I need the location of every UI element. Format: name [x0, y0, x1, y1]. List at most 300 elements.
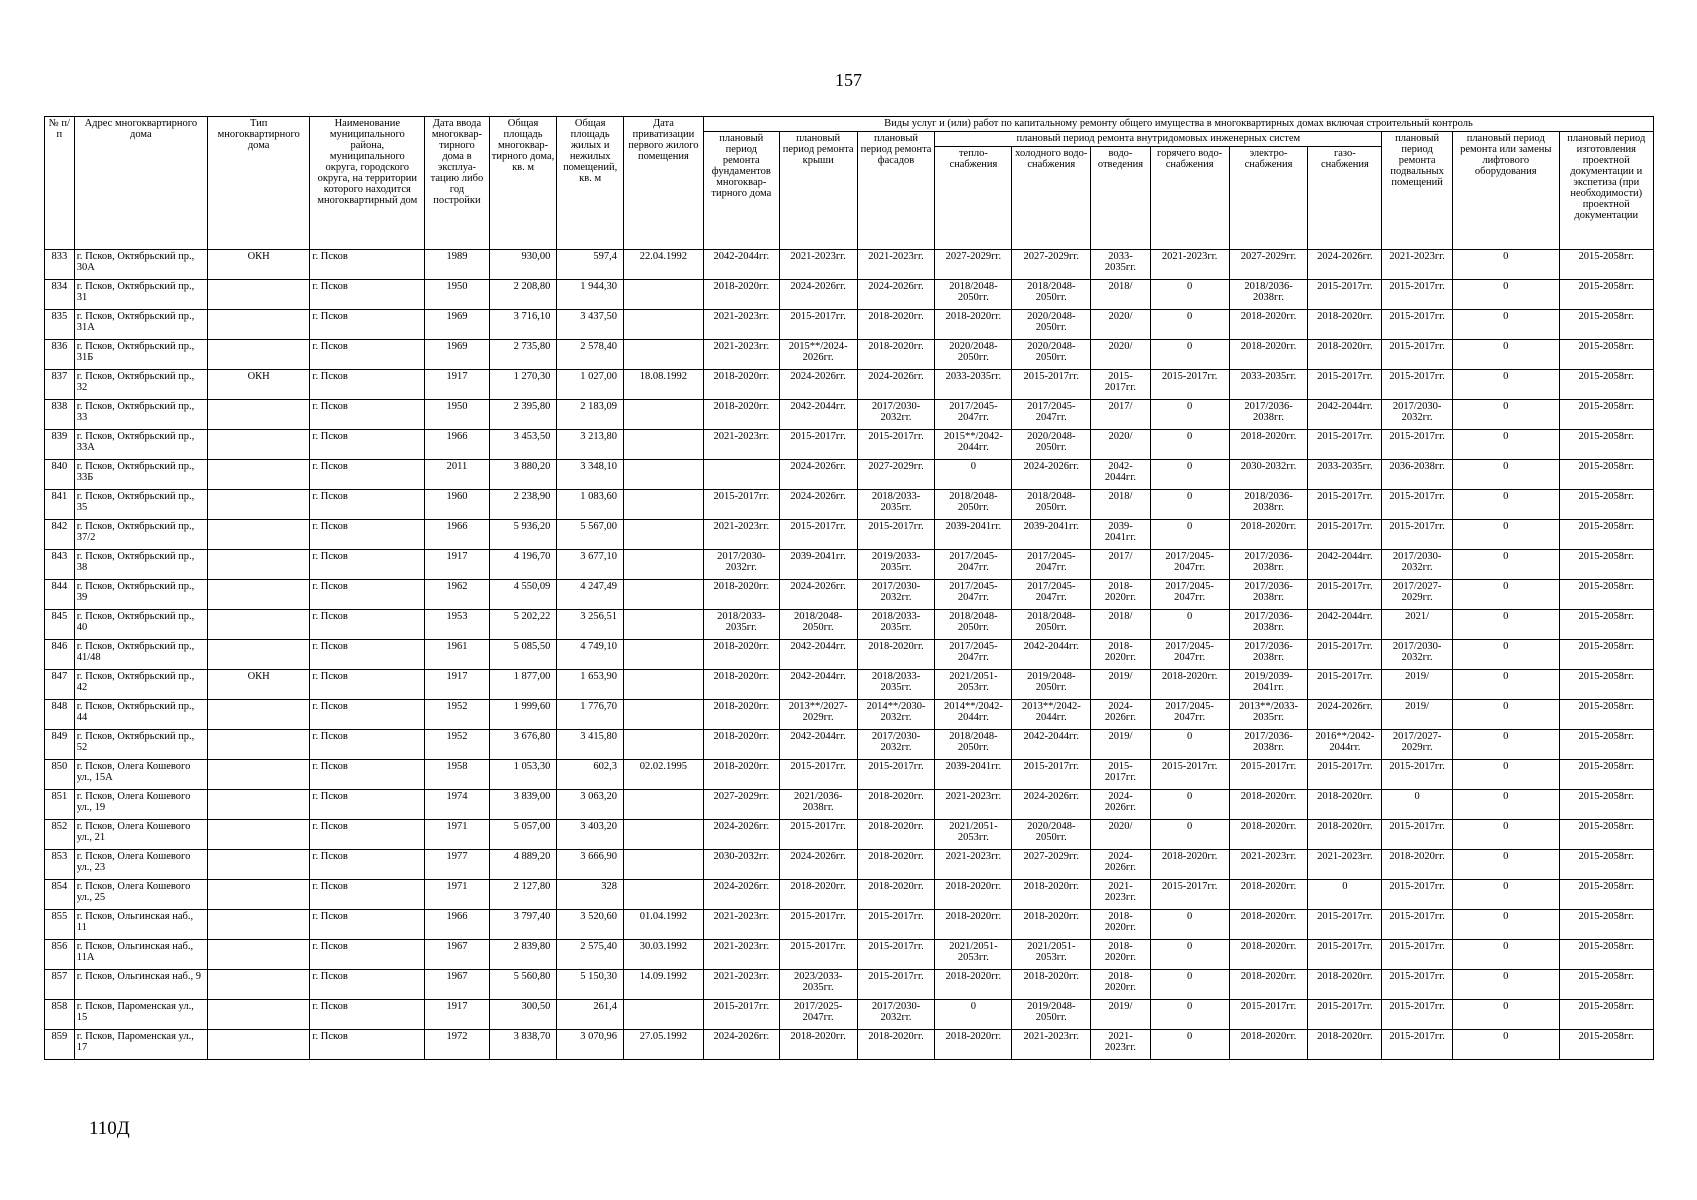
cell-total-area: 1 999,60 — [489, 700, 557, 730]
cell-living-area: 1 653,90 — [557, 670, 624, 700]
cell-basement: 2018-2020гг. — [1382, 850, 1453, 880]
cell-municipality: г. Псков — [310, 730, 425, 760]
table-body — [45, 250, 1654, 1060]
cell-cold-water: 2024-2026гг. — [1012, 460, 1091, 490]
cell-design-docs: 2015-2058гг. — [1559, 550, 1653, 580]
cell-privatization-date — [623, 520, 703, 550]
cell-basement: 2021/ — [1382, 610, 1453, 640]
table-row — [45, 940, 1654, 970]
cell-sewer: 2015-2017гг. — [1091, 370, 1150, 400]
cell-municipality: г. Псков — [310, 640, 425, 670]
cell-gas: 2018-2020гг. — [1308, 1030, 1382, 1060]
cell-municipality: г. Псков — [310, 340, 425, 370]
cell-facade: 2017/2030-2032гг. — [857, 400, 935, 430]
header-elevator: плановый период ремонта или замены лифтового оборудования — [1452, 132, 1559, 250]
cell-basement: 2015-2017гг. — [1382, 820, 1453, 850]
cell-foundation — [703, 460, 779, 490]
header-basement: плановый период ремонта подвальных помещений — [1382, 132, 1453, 250]
cell-elevator: 0 — [1452, 550, 1559, 580]
cell-heat: 2018/2048-2050гг. — [935, 280, 1012, 310]
cell-electric: 2018-2020гг. — [1229, 910, 1308, 940]
cell-facade: 2018-2020гг. — [857, 640, 935, 670]
cell-elevator: 0 — [1452, 820, 1559, 850]
cell-roof: 2021/2036-2038гг. — [779, 790, 857, 820]
cell-electric: 2017/2036-2038гг. — [1229, 400, 1308, 430]
cell-elevator: 0 — [1452, 460, 1559, 490]
cell-heat: 2015**/2042-2044гг. — [935, 430, 1012, 460]
cell-basement: 2015-2017гг. — [1382, 760, 1453, 790]
cell-facade: 2015-2017гг. — [857, 940, 935, 970]
cell-electric: 2018-2020гг. — [1229, 310, 1308, 340]
cell-living-area: 3 520,60 — [557, 910, 624, 940]
cell-design-docs: 2015-2058гг. — [1559, 280, 1653, 310]
header-engineering-group: плановый период ремонта внутридомовых инженерных систем — [935, 132, 1382, 147]
table-row — [45, 370, 1654, 400]
cell-living-area: 2 183,09 — [557, 400, 624, 430]
cell-address: г. Псков, Октябрьский пр., 52 — [74, 730, 207, 760]
header-works-group: Виды услуг и (или) работ по капитальному ремонту общего имущества в многоквартирных домах включая строительный контроль — [703, 117, 1653, 132]
cell-foundation: 2018-2020гг. — [703, 280, 779, 310]
cell-living-area: 3 677,10 — [557, 550, 624, 580]
cell-design-docs: 2015-2058гг. — [1559, 370, 1653, 400]
cell-num: 850 — [45, 760, 75, 790]
cell-hot-water: 2017/2045-2047гг. — [1150, 580, 1229, 610]
cell-foundation: 2021-2023гг. — [703, 970, 779, 1000]
cell-elevator: 0 — [1452, 730, 1559, 760]
header-municipality: Наименование муниципального района, муниципального округа, городского округа, на территории которого находится многоквартирный дом — [310, 117, 425, 250]
cell-design-docs: 2015-2058гг. — [1559, 520, 1653, 550]
cell-sewer: 2021-2023гг. — [1091, 880, 1150, 910]
cell-foundation: 2015-2017гг. — [703, 490, 779, 520]
cell-design-docs: 2015-2058гг. — [1559, 1000, 1653, 1030]
cell-foundation: 2018-2020гг. — [703, 760, 779, 790]
cell-basement: 2015-2017гг. — [1382, 880, 1453, 910]
cell-num: 858 — [45, 1000, 75, 1030]
cell-commission-date: 2011 — [425, 460, 490, 490]
cell-privatization-date — [623, 640, 703, 670]
cell-facade: 2017/2030-2032гг. — [857, 1000, 935, 1030]
cell-design-docs: 2015-2058гг. — [1559, 670, 1653, 700]
cell-total-area: 3 880,20 — [489, 460, 557, 490]
cell-sewer: 2018-2020гг. — [1091, 910, 1150, 940]
cell-heat: 2021-2023гг. — [935, 790, 1012, 820]
cell-basement: 2017/2030-2032гг. — [1382, 550, 1453, 580]
cell-num: 834 — [45, 280, 75, 310]
cell-total-area: 3 839,00 — [489, 790, 557, 820]
cell-heat: 2017/2045-2047гг. — [935, 550, 1012, 580]
cell-foundation: 2018-2020гг. — [703, 670, 779, 700]
cell-foundation: 2018-2020гг. — [703, 370, 779, 400]
cell-total-area: 3 716,10 — [489, 310, 557, 340]
cell-privatization-date — [623, 820, 703, 850]
cell-foundation: 2027-2029гг. — [703, 790, 779, 820]
cell-electric: 2015-2017гг. — [1229, 1000, 1308, 1030]
cell-heat: 2021/2051-2053гг. — [935, 670, 1012, 700]
cell-sewer: 2019/ — [1091, 670, 1150, 700]
cell-address: г. Псков, Октябрьский пр., 33А — [74, 430, 207, 460]
cell-total-area: 4 889,20 — [489, 850, 557, 880]
cell-cold-water: 2020/2048-2050гг. — [1012, 340, 1091, 370]
cell-commission-date: 1966 — [425, 910, 490, 940]
cell-address: г. Псков, Олега Кошевого ул., 19 — [74, 790, 207, 820]
cell-basement: 2036-2038гг. — [1382, 460, 1453, 490]
cell-num: 840 — [45, 460, 75, 490]
cell-type — [207, 340, 309, 370]
cell-privatization-date — [623, 280, 703, 310]
cell-num: 838 — [45, 400, 75, 430]
cell-basement: 2017/2030-2032гг. — [1382, 640, 1453, 670]
cell-living-area: 3 070,96 — [557, 1030, 624, 1060]
cell-address: г. Псков, Ольгинская наб., 11 — [74, 910, 207, 940]
cell-gas: 2015-2017гг. — [1308, 760, 1382, 790]
cell-heat: 2018-2020гг. — [935, 910, 1012, 940]
cell-address: г. Псков, Октябрьский пр., 39 — [74, 580, 207, 610]
cell-elevator: 0 — [1452, 1000, 1559, 1030]
cell-num: 833 — [45, 250, 75, 280]
header-cold-water: холодного водо-снабжения — [1012, 147, 1091, 250]
cell-elevator: 0 — [1452, 790, 1559, 820]
cell-living-area: 602,3 — [557, 760, 624, 790]
cell-municipality: г. Псков — [310, 940, 425, 970]
cell-roof: 2017/2025-2047гг. — [779, 1000, 857, 1030]
cell-total-area: 3 797,40 — [489, 910, 557, 940]
cell-living-area: 3 403,20 — [557, 820, 624, 850]
cell-hot-water: 2018-2020гг. — [1150, 670, 1229, 700]
cell-type: ОКН — [207, 670, 309, 700]
cell-address: г. Псков, Олега Кошевого ул., 25 — [74, 880, 207, 910]
cell-gas: 2042-2044гг. — [1308, 400, 1382, 430]
cell-sewer: 2015-2017гг. — [1091, 760, 1150, 790]
cell-design-docs: 2015-2058гг. — [1559, 910, 1653, 940]
cell-commission-date: 1966 — [425, 430, 490, 460]
cell-roof: 2024-2026гг. — [779, 280, 857, 310]
cell-elevator: 0 — [1452, 280, 1559, 310]
table-row — [45, 850, 1654, 880]
cell-commission-date: 1960 — [425, 490, 490, 520]
header-commission-date: Дата ввода многоквар-тирного дома в эксплуа-тацию либо год постройки — [425, 117, 490, 250]
cell-roof: 2013**/2027-2029гг. — [779, 700, 857, 730]
cell-total-area: 1 270,30 — [489, 370, 557, 400]
table-row — [45, 400, 1654, 430]
cell-sewer: 2018/ — [1091, 280, 1150, 310]
cell-design-docs: 2015-2058гг. — [1559, 820, 1653, 850]
cell-num: 854 — [45, 880, 75, 910]
cell-elevator: 0 — [1452, 400, 1559, 430]
cell-num: 851 — [45, 790, 75, 820]
cell-total-area: 2 127,80 — [489, 880, 557, 910]
cell-cold-water: 2017/2045-2047гг. — [1012, 550, 1091, 580]
cell-facade: 2018/2033-2035гг. — [857, 670, 935, 700]
cell-elevator: 0 — [1452, 640, 1559, 670]
cell-privatization-date — [623, 670, 703, 700]
header-total-area: Общая площадь многоквар-тирного дома, кв. м — [489, 117, 557, 250]
cell-total-area: 2 735,80 — [489, 340, 557, 370]
cell-num: 841 — [45, 490, 75, 520]
table-row — [45, 880, 1654, 910]
cell-living-area: 3 063,20 — [557, 790, 624, 820]
cell-num: 856 — [45, 940, 75, 970]
cell-gas: 2042-2044гг. — [1308, 610, 1382, 640]
table-row — [45, 430, 1654, 460]
cell-electric: 2019/2039-2041гг. — [1229, 670, 1308, 700]
cell-gas: 2016**/2042-2044гг. — [1308, 730, 1382, 760]
cell-municipality: г. Псков — [310, 580, 425, 610]
cell-living-area: 261,4 — [557, 1000, 624, 1030]
cell-total-area: 300,50 — [489, 1000, 557, 1030]
cell-design-docs: 2015-2058гг. — [1559, 970, 1653, 1000]
cell-basement: 2017/2027-2029гг. — [1382, 580, 1453, 610]
cell-num: 853 — [45, 850, 75, 880]
cell-living-area: 3 348,10 — [557, 460, 624, 490]
cell-type — [207, 520, 309, 550]
header-privatization-date: Дата приватизации первого жилого помещения — [623, 117, 703, 250]
cell-sewer: 2017/ — [1091, 400, 1150, 430]
cell-facade: 2017/2030-2032гг. — [857, 580, 935, 610]
cell-elevator: 0 — [1452, 760, 1559, 790]
cell-elevator: 0 — [1452, 370, 1559, 400]
cell-gas: 2015-2017гг. — [1308, 670, 1382, 700]
table-row — [45, 580, 1654, 610]
cell-privatization-date: 18.08.1992 — [623, 370, 703, 400]
cell-privatization-date: 01.04.1992 — [623, 910, 703, 940]
cell-heat: 2018/2048-2050гг. — [935, 730, 1012, 760]
cell-type — [207, 640, 309, 670]
cell-heat: 2018-2020гг. — [935, 1030, 1012, 1060]
cell-commission-date: 1953 — [425, 610, 490, 640]
cell-electric: 2013**/2033-2035гг. — [1229, 700, 1308, 730]
cell-roof: 2015-2017гг. — [779, 820, 857, 850]
cell-design-docs: 2015-2058гг. — [1559, 850, 1653, 880]
cell-commission-date: 1967 — [425, 940, 490, 970]
cell-commission-date: 1971 — [425, 880, 490, 910]
cell-commission-date: 1977 — [425, 850, 490, 880]
cell-sewer: 2019/ — [1091, 1000, 1150, 1030]
cell-address: г. Псков, Октябрьский пр., 33 — [74, 400, 207, 430]
cell-electric: 2018-2020гг. — [1229, 820, 1308, 850]
cell-type — [207, 430, 309, 460]
cell-roof: 2024-2026гг. — [779, 580, 857, 610]
cell-roof: 2015-2017гг. — [779, 310, 857, 340]
cell-municipality: г. Псков — [310, 760, 425, 790]
cell-design-docs: 2015-2058гг. — [1559, 490, 1653, 520]
cell-heat: 2021-2023гг. — [935, 850, 1012, 880]
cell-roof: 2018/2048-2050гг. — [779, 610, 857, 640]
cell-roof: 2039-2041гг. — [779, 550, 857, 580]
cell-basement: 2015-2017гг. — [1382, 910, 1453, 940]
cell-sewer: 2024-2026гг. — [1091, 790, 1150, 820]
cell-electric: 2018-2020гг. — [1229, 790, 1308, 820]
cell-roof: 2024-2026гг. — [779, 370, 857, 400]
table-row — [45, 670, 1654, 700]
cell-municipality: г. Псков — [310, 280, 425, 310]
cell-living-area: 4 749,10 — [557, 640, 624, 670]
cell-facade: 2018-2020гг. — [857, 310, 935, 340]
cell-address: г. Псков, Октябрьский пр., 44 — [74, 700, 207, 730]
cell-foundation: 2024-2026гг. — [703, 880, 779, 910]
cell-address: г. Псков, Октябрьский пр., 41/48 — [74, 640, 207, 670]
cell-privatization-date — [623, 850, 703, 880]
cell-heat: 2014**/2042-2044гг. — [935, 700, 1012, 730]
cell-hot-water: 0 — [1150, 490, 1229, 520]
cell-commission-date: 1952 — [425, 700, 490, 730]
cell-cold-water: 2018-2020гг. — [1012, 910, 1091, 940]
cell-cold-water: 2021/2051-2053гг. — [1012, 940, 1091, 970]
cell-elevator: 0 — [1452, 700, 1559, 730]
cell-address: г. Псков, Октябрьский пр., 32 — [74, 370, 207, 400]
cell-elevator: 0 — [1452, 850, 1559, 880]
cell-foundation: 2018/2033-2035гг. — [703, 610, 779, 640]
cell-design-docs: 2015-2058гг. — [1559, 700, 1653, 730]
cell-facade: 2015-2017гг. — [857, 520, 935, 550]
cell-living-area: 597,4 — [557, 250, 624, 280]
cell-facade: 2019/2033-2035гг. — [857, 550, 935, 580]
cell-commission-date: 1966 — [425, 520, 490, 550]
cell-elevator: 0 — [1452, 340, 1559, 370]
cell-type — [207, 820, 309, 850]
cell-gas: 2021-2023гг. — [1308, 850, 1382, 880]
header-heat: тепло-снабжения — [935, 147, 1012, 250]
cell-cold-water: 2019/2048-2050гг. — [1012, 670, 1091, 700]
cell-num: 852 — [45, 820, 75, 850]
cell-foundation: 2024-2026гг. — [703, 820, 779, 850]
cell-heat: 2039-2041гг. — [935, 520, 1012, 550]
cell-gas: 2015-2017гг. — [1308, 580, 1382, 610]
cell-cold-water: 2039-2041гг. — [1012, 520, 1091, 550]
cell-commission-date: 1950 — [425, 400, 490, 430]
cell-electric: 2017/2036-2038гг. — [1229, 580, 1308, 610]
cell-sewer: 2033-2035гг. — [1091, 250, 1150, 280]
header-facade: плановый период ремонта фасадов — [857, 132, 935, 250]
cell-hot-water: 0 — [1150, 310, 1229, 340]
cell-privatization-date: 22.04.1992 — [623, 250, 703, 280]
cell-municipality: г. Псков — [310, 670, 425, 700]
cell-cold-water: 2021-2023гг. — [1012, 1030, 1091, 1060]
cell-municipality: г. Псков — [310, 880, 425, 910]
cell-basement: 2015-2017гг. — [1382, 310, 1453, 340]
header-gas: газо-снабжения — [1308, 147, 1382, 250]
cell-privatization-date: 02.02.1995 — [623, 760, 703, 790]
cell-municipality: г. Псков — [310, 310, 425, 340]
table-row — [45, 250, 1654, 280]
cell-type — [207, 970, 309, 1000]
cell-commission-date: 1989 — [425, 250, 490, 280]
cell-elevator: 0 — [1452, 880, 1559, 910]
cell-elevator: 0 — [1452, 250, 1559, 280]
cell-hot-water: 0 — [1150, 910, 1229, 940]
cell-privatization-date — [623, 700, 703, 730]
cell-municipality: г. Псков — [310, 1000, 425, 1030]
cell-cold-water: 2018-2020гг. — [1012, 970, 1091, 1000]
cell-cold-water: 2018/2048-2050гг. — [1012, 280, 1091, 310]
cell-facade: 2017/2030-2032гг. — [857, 730, 935, 760]
cell-address: г. Псков, Олега Кошевого ул., 23 — [74, 850, 207, 880]
cell-total-area: 5 057,00 — [489, 820, 557, 850]
cell-elevator: 0 — [1452, 520, 1559, 550]
cell-hot-water: 0 — [1150, 520, 1229, 550]
cell-electric: 2018-2020гг. — [1229, 940, 1308, 970]
cell-design-docs: 2015-2058гг. — [1559, 250, 1653, 280]
cell-basement: 2015-2017гг. — [1382, 520, 1453, 550]
cell-address: г. Псков, Октябрьский пр., 37/2 — [74, 520, 207, 550]
cell-commission-date: 1969 — [425, 310, 490, 340]
cell-privatization-date — [623, 580, 703, 610]
cell-commission-date: 1950 — [425, 280, 490, 310]
cell-type — [207, 550, 309, 580]
table-row — [45, 760, 1654, 790]
cell-cold-water: 2042-2044гг. — [1012, 730, 1091, 760]
cell-facade: 2015-2017гг. — [857, 760, 935, 790]
cell-type: ОКН — [207, 250, 309, 280]
cell-sewer: 2018/ — [1091, 610, 1150, 640]
cell-basement: 2015-2017гг. — [1382, 940, 1453, 970]
cell-total-area: 5 202,22 — [489, 610, 557, 640]
cell-roof: 2021-2023гг. — [779, 250, 857, 280]
header-type: Тип многоквартирного дома — [207, 117, 309, 250]
cell-foundation: 2021-2023гг. — [703, 430, 779, 460]
cell-elevator: 0 — [1452, 430, 1559, 460]
cell-gas: 2018-2020гг. — [1308, 820, 1382, 850]
cell-privatization-date: 30.03.1992 — [623, 940, 703, 970]
cell-electric: 2017/2036-2038гг. — [1229, 640, 1308, 670]
cell-electric: 2018/2036-2038гг. — [1229, 490, 1308, 520]
cell-electric: 2018-2020гг. — [1229, 520, 1308, 550]
cell-municipality: г. Псков — [310, 250, 425, 280]
cell-electric: 2030-2032гг. — [1229, 460, 1308, 490]
cell-gas: 2015-2017гг. — [1308, 910, 1382, 940]
cell-heat: 2033-2035гг. — [935, 370, 1012, 400]
cell-cold-water: 2018/2048-2050гг. — [1012, 610, 1091, 640]
header-living-area: Общая площадь жилых и нежилых помещений, кв. м — [557, 117, 624, 250]
cell-living-area: 5 567,00 — [557, 520, 624, 550]
cell-sewer: 2020/ — [1091, 430, 1150, 460]
cell-total-area: 4 196,70 — [489, 550, 557, 580]
cell-heat: 0 — [935, 460, 1012, 490]
cell-elevator: 0 — [1452, 910, 1559, 940]
cell-design-docs: 2015-2058гг. — [1559, 1030, 1653, 1060]
header-roof: плановый период ремонта крыши — [779, 132, 857, 250]
cell-living-area: 1 776,70 — [557, 700, 624, 730]
cell-electric: 2027-2029гг. — [1229, 250, 1308, 280]
cell-total-area: 2 238,90 — [489, 490, 557, 520]
cell-address: г. Псков, Олега Кошевого ул., 21 — [74, 820, 207, 850]
cell-roof: 2024-2026гг. — [779, 850, 857, 880]
cell-type — [207, 790, 309, 820]
table-row — [45, 310, 1654, 340]
cell-living-area: 1 944,30 — [557, 280, 624, 310]
cell-address: г. Псков, Октябрьский пр., 31Б — [74, 340, 207, 370]
cell-facade: 2018/2033-2035гг. — [857, 610, 935, 640]
cell-living-area: 3 256,51 — [557, 610, 624, 640]
cell-gas: 2015-2017гг. — [1308, 280, 1382, 310]
cell-type — [207, 280, 309, 310]
header-num: № п/п — [45, 117, 75, 250]
cell-address: г. Псков, Олега Кошевого ул., 15А — [74, 760, 207, 790]
cell-gas: 2015-2017гг. — [1308, 430, 1382, 460]
capital-repair-table — [44, 116, 1654, 1060]
cell-elevator: 0 — [1452, 310, 1559, 340]
cell-hot-water: 2017/2045-2047гг. — [1150, 700, 1229, 730]
cell-gas: 2024-2026гг. — [1308, 700, 1382, 730]
cell-design-docs: 2015-2058гг. — [1559, 400, 1653, 430]
cell-type — [207, 850, 309, 880]
table-row — [45, 1000, 1654, 1030]
cell-address: г. Псков, Октябрьский пр., 33Б — [74, 460, 207, 490]
cell-gas: 2018-2020гг. — [1308, 970, 1382, 1000]
cell-num: 839 — [45, 430, 75, 460]
cell-num: 857 — [45, 970, 75, 1000]
cell-basement: 2017/2027-2029гг. — [1382, 730, 1453, 760]
cell-design-docs: 2015-2058гг. — [1559, 580, 1653, 610]
